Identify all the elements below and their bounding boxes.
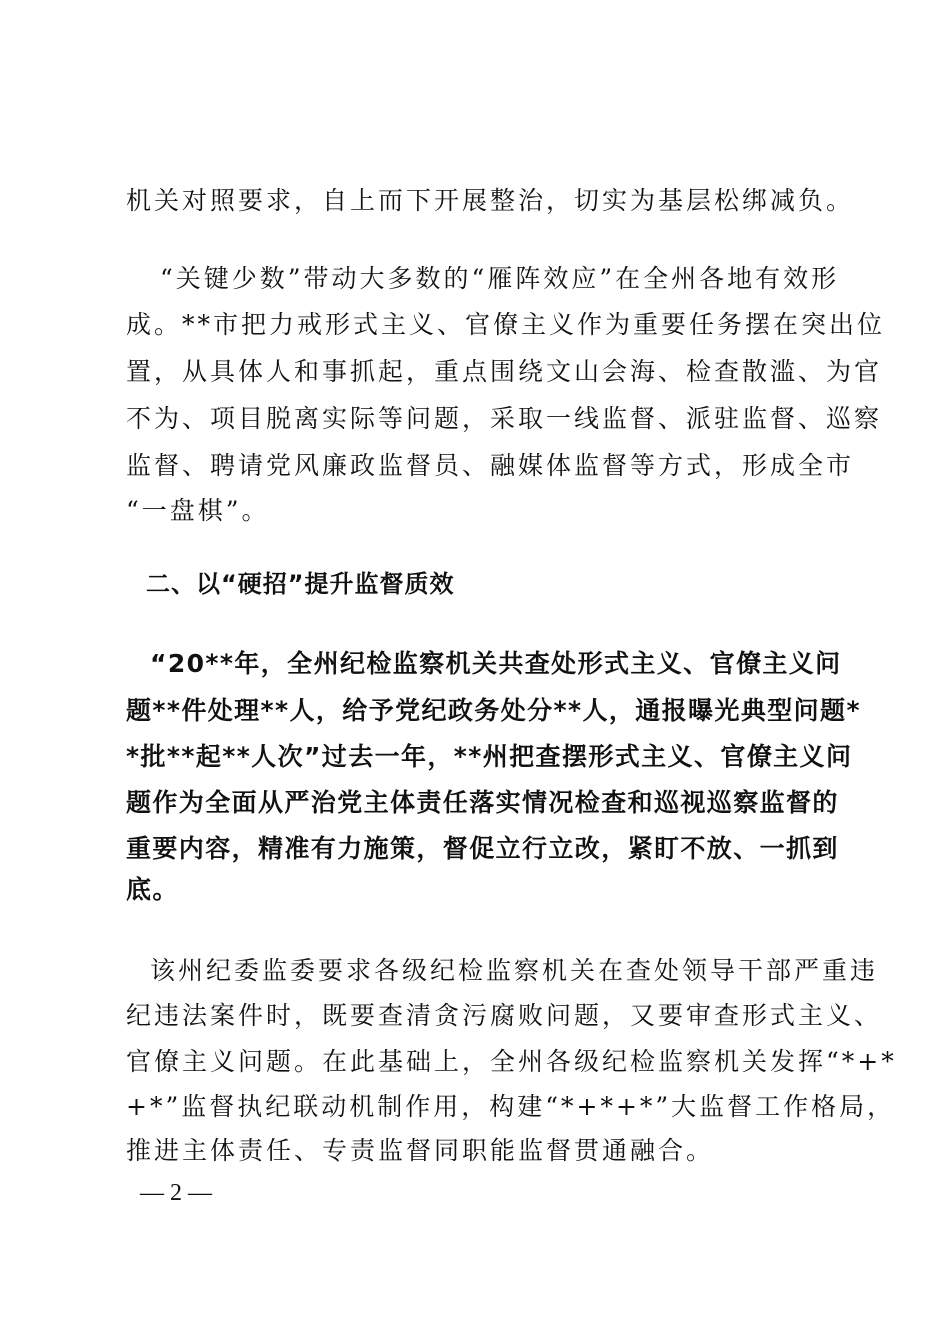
section-heading: 二、以“硬招”提升监督质效 [146, 570, 455, 598]
paragraph-3-line-2: 题**件处理**人，给予党纪政务处分**人，通报曝光典型问题* [126, 696, 861, 725]
paragraph-3-line-5: 重要内容，精准有力施策，督促立行立改，紧盯不放、一抓到 [126, 834, 839, 863]
paragraph-1-line-1: 机关对照要求，自上而下开展整治，切实为基层松绑减负。 [126, 186, 855, 215]
paragraph-4-line-1: 该州纪委监委要求各级纪检监察机关在查处领导干部严重违 [150, 956, 879, 985]
paragraph-2-line-3: 置，从具体人和事抓起，重点围绕文山会海、检查散滥、为官 [126, 357, 883, 386]
paragraph-3-line-4: 题作为全面从严治党主体责任落实情况检查和巡视巡察监督的 [126, 788, 839, 817]
paragraph-3-line-3: *批**起**人次”过去一年，**州把查摆形式主义、官僚主义问 [126, 742, 853, 771]
paragraph-2-line-5: 监督、聘请党风廉政监督员、融媒体监督等方式，形成全市 [126, 451, 855, 480]
paragraph-2-line-1: “关键少数”带动大多数的“雁阵效应”在全州各地有效形 [160, 264, 840, 293]
page-number: — 2 — [140, 1180, 212, 1206]
paragraph-2-line-2: 成。**市把力戒形式主义、官僚主义作为重要任务摆在突出位 [126, 310, 886, 339]
paragraph-4-line-5: 推进主体责任、专责监督同职能监督贯通融合。 [126, 1136, 715, 1165]
paragraph-4-line-3: 官僚主义问题。在此基础上，全州各级纪检监察机关发挥“*+* [126, 1047, 897, 1076]
paragraph-3-line-6: 底。 [126, 875, 179, 904]
paragraph-2-line-4: 不为、项目脱离实际等问题，采取一线监督、派驻监督、巡察 [126, 404, 883, 433]
paragraph-4-line-4: +*”监督执纪联动机制作用，构建“*+*+*”大监督工作格局， [126, 1092, 896, 1121]
paragraph-3-line-1: “20**年，全州纪检监察机关共查处形式主义、官僚主义问 [150, 649, 842, 678]
paragraph-4-line-2: 纪违法案件时，既要查清贪污腐败问题，又要审查形式主义、 [126, 1001, 883, 1030]
paragraph-2-line-6: “一盘棋”。 [126, 496, 270, 525]
